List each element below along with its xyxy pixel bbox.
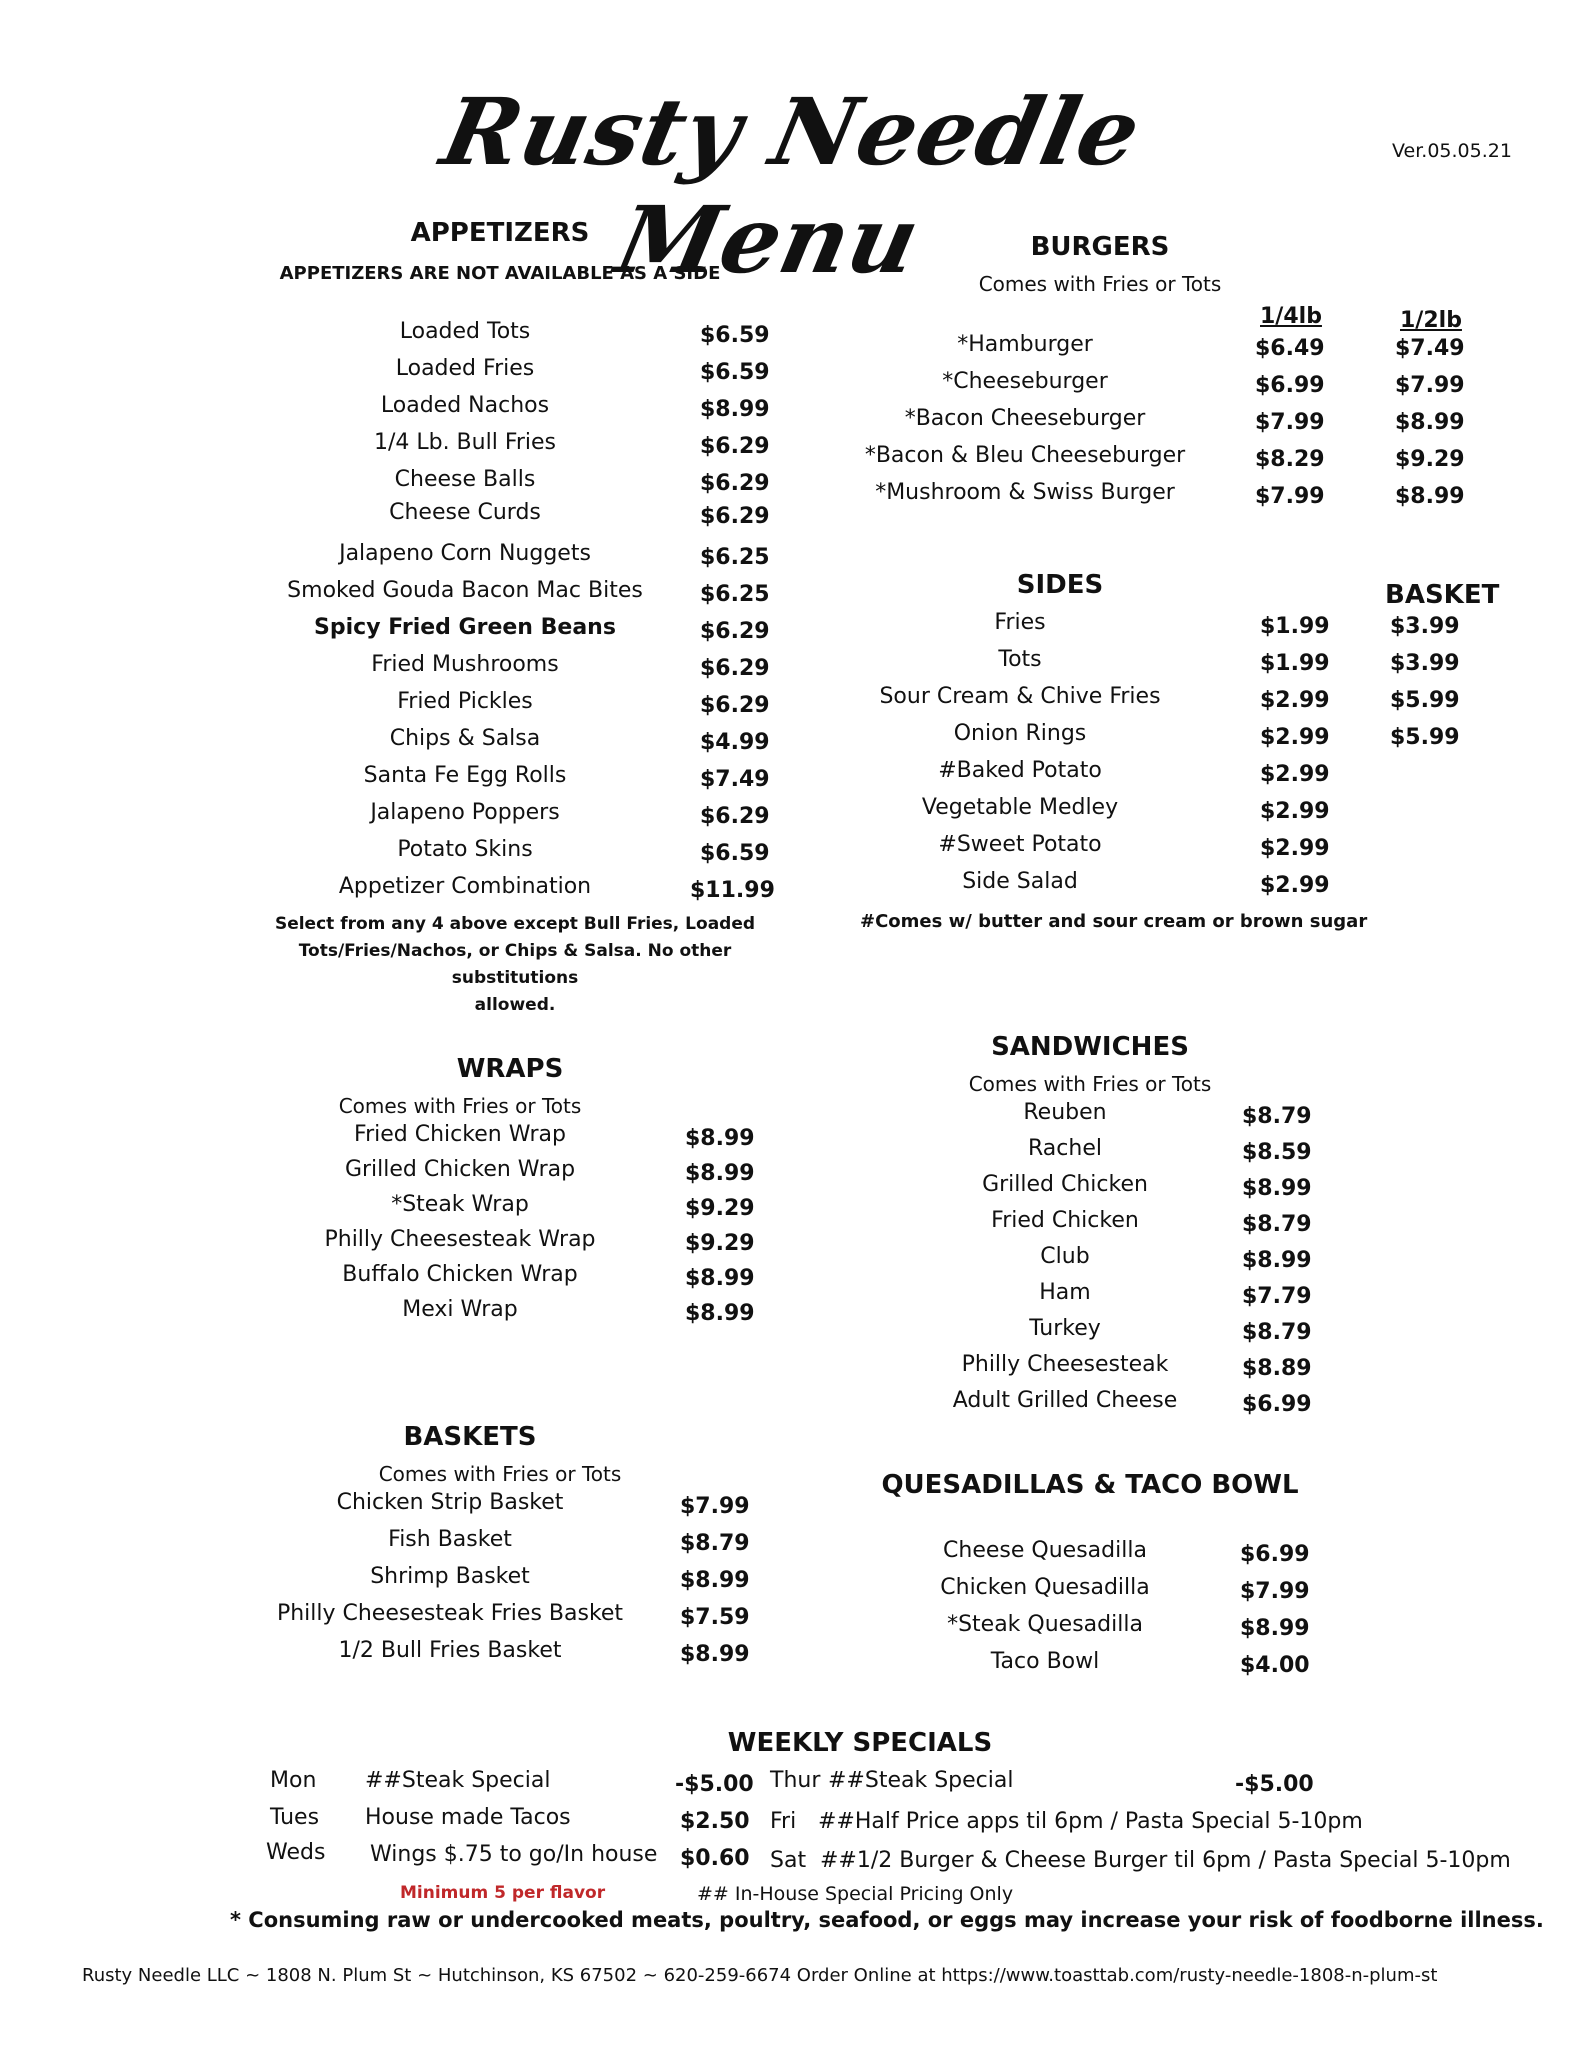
list-item: Grilled Chicken Wrap $8.99 [344,1157,755,1186]
list-item: Philly Cheesesteak Wrap $9.29 [324,1227,755,1256]
list-item: Chicken Quesadilla $7.99 [940,1575,1310,1604]
inhouse-note: ## In-House Special Pricing Only [697,1883,1014,1905]
combo-note: Select from any 4 above except Bull Fries, Loaded Tots/Fries/Nachos, or Chips & Salsa. No other substitutions allowed. [274,913,756,1016]
list-item: Cheese Balls $6.29 [394,466,770,496]
minimum-note: Minimum 5 per flavor [400,1883,606,1903]
burger-quarter-header: 1/4lb [1260,304,1322,329]
burgers-section [860,232,1480,517]
list-item: 1/4 Lb. Bull Fries $6.29 [373,429,770,459]
list-item: Smoked Gouda Bacon Mac Bites $6.25 [287,577,770,607]
list-item: Loaded Nachos $8.99 [380,392,770,422]
list-item: Side Salad $2.99 [962,869,1330,898]
list-item: #Baked Potato $2.99 [938,758,1330,787]
sandwiches-subtitle: Comes with Fries or Tots [968,1072,1212,1096]
list-item: Jalapeno Poppers $6.29 [370,799,770,829]
appetizers-list [250,319,790,911]
list-item: Philly Cheesesteak Fries Basket $7.59 [276,1601,750,1630]
sides-list [860,610,1480,906]
menu-title: Rusty Needle Menu [432,78,1151,294]
baskets-section [270,1422,790,1675]
list-item: Reuben $8.79 [1023,1100,1312,1129]
quesadillas-list [880,1538,1400,1686]
list-item: *Steak Wrap $9.29 [391,1192,755,1221]
sandwiches-title: SANDWICHES [991,1032,1189,1062]
sides-section [860,570,1500,937]
version-label: Ver.05.05.21 [1392,140,1512,162]
special-row: Mon ##Steak Special -$5.00 Thur ##Steak Special -$5.00 [270,1768,1314,1797]
sandwiches-list [900,1100,1420,1424]
list-item: #Sweet Potato $2.99 [938,832,1330,861]
sandwiches-section [900,1032,1420,1424]
basket-header: BASKET [1385,580,1500,610]
list-item: *Bacon & Bleu Cheeseburger $8.29 $9.29 [864,443,1465,472]
specials-section [260,1768,1511,1909]
list-item: Fried Chicken Wrap $8.99 [354,1122,755,1151]
list-item: Club $8.99 [1040,1244,1312,1273]
special-row: Tues House made Tacos $2.50 Fri ##Half Price apps til 6pm / Pasta Special 5-10pm [270,1805,1363,1834]
list-item: Shrimp Basket $8.99 [370,1564,750,1593]
special-notes [260,1879,1480,1909]
baskets-title: BASKETS [403,1422,537,1452]
list-item: Jalapeno Corn Nuggets $6.25 [339,540,770,570]
wraps-list [280,1122,760,1332]
burgers-subtitle: Comes with Fries or Tots [978,272,1222,296]
list-item: Vegetable Medley $2.99 [921,795,1330,824]
list-item: Appetizer Combination $11.99 [338,873,775,903]
list-item: *Steak Quesadilla $8.99 [947,1612,1310,1641]
quesadillas-section [880,1470,1400,1686]
list-item: 1/2 Bull Fries Basket $8.99 [338,1638,750,1667]
wraps-subtitle: Comes with Fries or Tots [338,1094,582,1118]
list-item: Buffalo Chicken Wrap $8.99 [342,1262,755,1291]
appetizers-note: APPETIZERS ARE NOT AVAILABLE AS A SIDE [279,263,721,284]
sides-note: #Comes w/ butter and sour cream or brown sugar [860,911,1368,932]
foodborne-disclaimer: * Consuming raw or undercooked meats, poultry, seafood, or eggs may increase your risk of foodborne illness. [230,1908,1544,1932]
list-item: Rachel $8.59 [1028,1136,1312,1165]
burgers-list [860,332,1480,517]
list-item: Ham $7.79 [1039,1280,1312,1309]
list-item: Grilled Chicken $8.99 [982,1172,1312,1201]
list-item: Chips & Salsa $4.99 [389,725,770,755]
list-item: Onion Rings $2.99 $5.99 [953,721,1460,750]
list-item: Fries $1.99 $3.99 [994,610,1460,639]
list-item: Sour Cream & Chive Fries $2.99 $5.99 [879,684,1460,713]
list-item: *Hamburger $6.49 $7.49 [957,332,1465,361]
special-row: Weds Wings $.75 to go/In house $0.60 Sat ##1/2 Burger & Cheese Burger til 6pm / Pasta Special 5-10pm [266,1840,1511,1873]
list-item: *Cheeseburger $6.99 $7.99 [942,369,1465,398]
list-item: Chicken Strip Basket $7.99 [336,1490,750,1519]
list-item: Santa Fe Egg Rolls $7.49 [363,762,770,792]
list-item: Fried Pickles $6.29 [397,688,770,718]
wraps-section [280,1054,760,1332]
wraps-title: WRAPS [456,1054,564,1084]
list-item: Turkey $8.79 [1029,1316,1312,1345]
list-item: Mexi Wrap $8.99 [402,1297,755,1326]
list-item: Loaded Fries $6.59 [395,355,770,385]
burgers-title: BURGERS [1030,232,1170,262]
baskets-subtitle: Comes with Fries or Tots [378,1462,622,1486]
list-item: Tots $1.99 $3.99 [998,647,1460,676]
appetizers-title: APPETIZERS [410,218,590,248]
list-item: Fried Mushrooms $6.29 [371,651,770,681]
baskets-list [270,1490,790,1675]
list-item: Cheese Quesadilla $6.99 [943,1538,1310,1567]
list-item: Philly Cheesesteak $8.89 [961,1352,1312,1381]
burger-half-header: 1/2lb [1400,308,1462,333]
list-item: Fried Chicken $8.79 [991,1208,1312,1237]
list-item: Loaded Tots $6.59 [399,318,770,348]
list-item: *Bacon Cheeseburger $7.99 $8.99 [904,406,1465,435]
list-item: Cheese Curds $6.29 [389,499,770,529]
list-item: Adult Grilled Cheese $6.99 [952,1388,1312,1417]
list-item: Taco Bowl $4.00 [990,1649,1310,1678]
footer-address: Rusty Needle LLC ~ 1808 N. Plum St ~ Hutchinson, KS 67502 ~ 620-259-6674 Order Online at https://www.toasttab.com/rusty-needle-1808-n-plum-st [82,1965,1438,1986]
specials-title: WEEKLY SPECIALS [727,1728,993,1758]
list-item: *Mushroom & Swiss Burger $7.99 $8.99 [875,480,1465,509]
quesadillas-title: QUESADILLAS & TACO BOWL [881,1470,1299,1500]
appetizers-section [250,218,790,1020]
list-item: Potato Skins $6.59 [397,836,770,866]
list-item: Spicy Fried Green Beans $6.29 [314,614,770,644]
list-item: Fish Basket $8.79 [388,1527,750,1556]
sides-title: SIDES [1016,570,1104,600]
